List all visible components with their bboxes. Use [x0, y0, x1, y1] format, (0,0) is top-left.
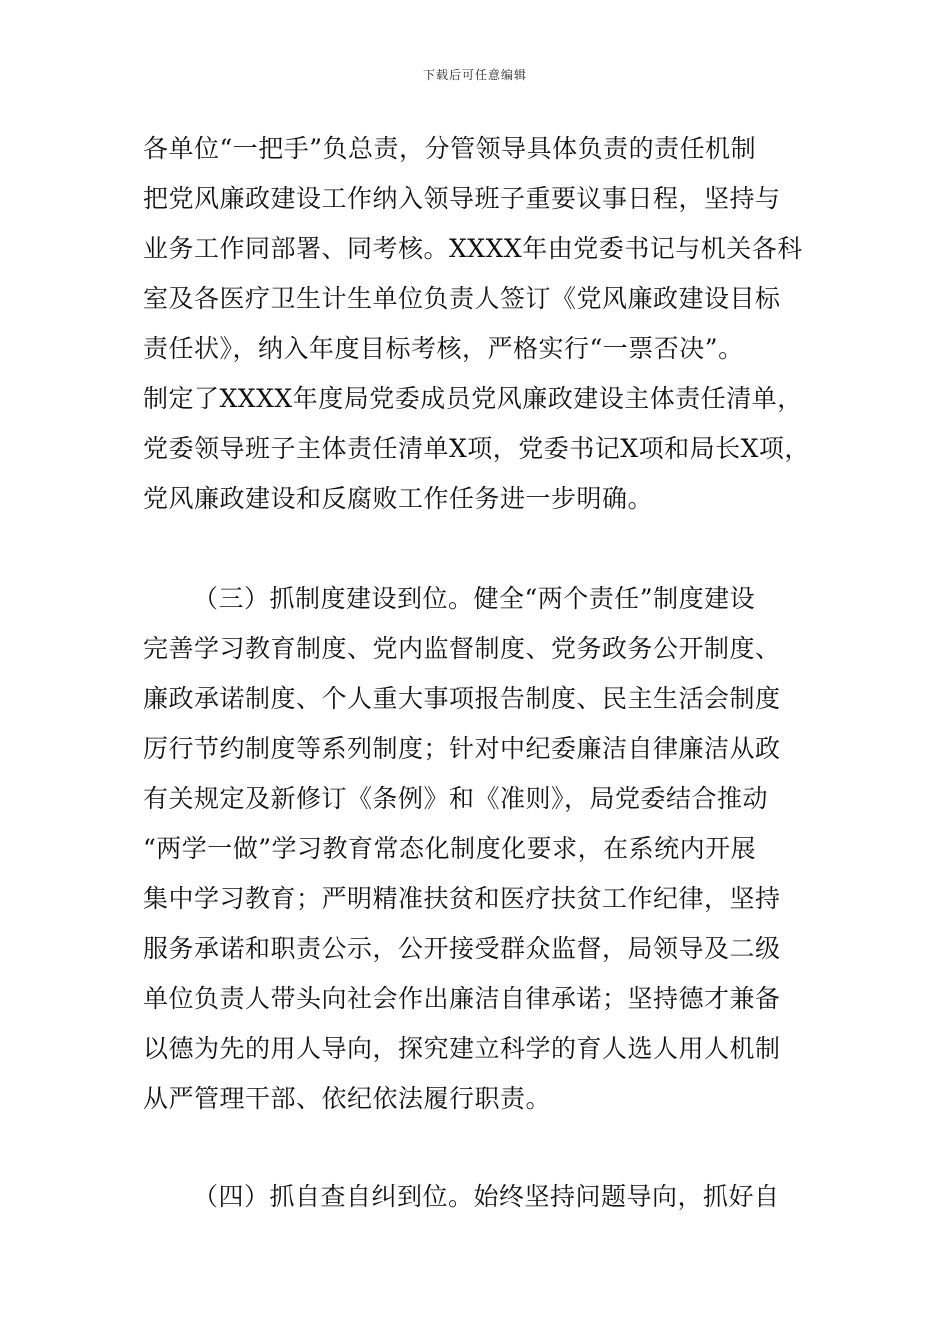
paragraph-2-line-9: 单位负责人带头向社会作出廉洁自律承诺；坚持德才兼备 [143, 984, 781, 1013]
paragraph-1-line-5: 责任状》，纳入年度目标考核，严格实行“一票否决”。 [143, 334, 744, 363]
paragraph-2-line-11: 从严管理干部、依纪依法履行职责。 [143, 1084, 552, 1113]
paragraph-1-line-2: 把党风廉政建设工作纳入领导班子重要议事日程，坚持与 [143, 184, 781, 213]
paragraph-2-line-6: “两学一做”学习教育常态化制度化要求，在系统内开展 [143, 834, 757, 863]
paragraph-2-line-5: 有关规定及新修订《条例》和《准则》，局党委结合推动 [143, 784, 769, 813]
paragraph-2-line-4: 厉行节约制度等系列制度；针对中纪委廉洁自律廉洁从政 [143, 734, 781, 763]
paragraph-1-line-3: 业务工作同部署、同考核。XXXX年由党委书记与机关各科 [143, 234, 803, 263]
paragraph-1-line-8: 党风廉政建设和反腐败工作任务进一步明确。 [143, 484, 654, 513]
paragraph-2-line-10: 以德为先的用人导向，探究建立科学的育人选人用人机制 [143, 1034, 781, 1063]
page-header: 下载后可任意编辑 [422, 68, 527, 82]
paragraph-2-line-1: （三）抓制度建设到位。健全“两个责任”制度建设 [193, 584, 756, 613]
paragraph-1-line-6: 制定了XXXX年度局党委成员党风廉政建设主体责任清单， [143, 384, 803, 413]
paragraph-1-line-4: 室及各医疗卫生计生单位负责人签订《党风廉政建设目标 [143, 284, 781, 313]
paragraph-2-line-8: 服务承诺和职责公示，公开接受群众监督，局领导及二级 [143, 934, 781, 963]
paragraph-2-line-3: 廉政承诺制度、个人重大事项报告制度、民主生活会制度 [143, 684, 781, 713]
paragraph-2-line-7: 集中学习教育；严明精准扶贫和医疗扶贫工作纪律，坚持 [143, 884, 781, 913]
paragraph-2-line-2: 完善学习教育制度、党内监督制度、党务政务公开制度、 [143, 634, 781, 663]
paragraph-1-line-1: 各单位“一把手”负总责，分管领导具体负责的责任机制 [143, 134, 757, 163]
paragraph-3-line-1: （四）抓自查自纠到位。始终坚持问题导向，抓好自 [193, 1182, 780, 1211]
paragraph-1-line-7: 党委领导班子主体责任清单X项，党委书记X项和局长X项， [143, 434, 810, 463]
